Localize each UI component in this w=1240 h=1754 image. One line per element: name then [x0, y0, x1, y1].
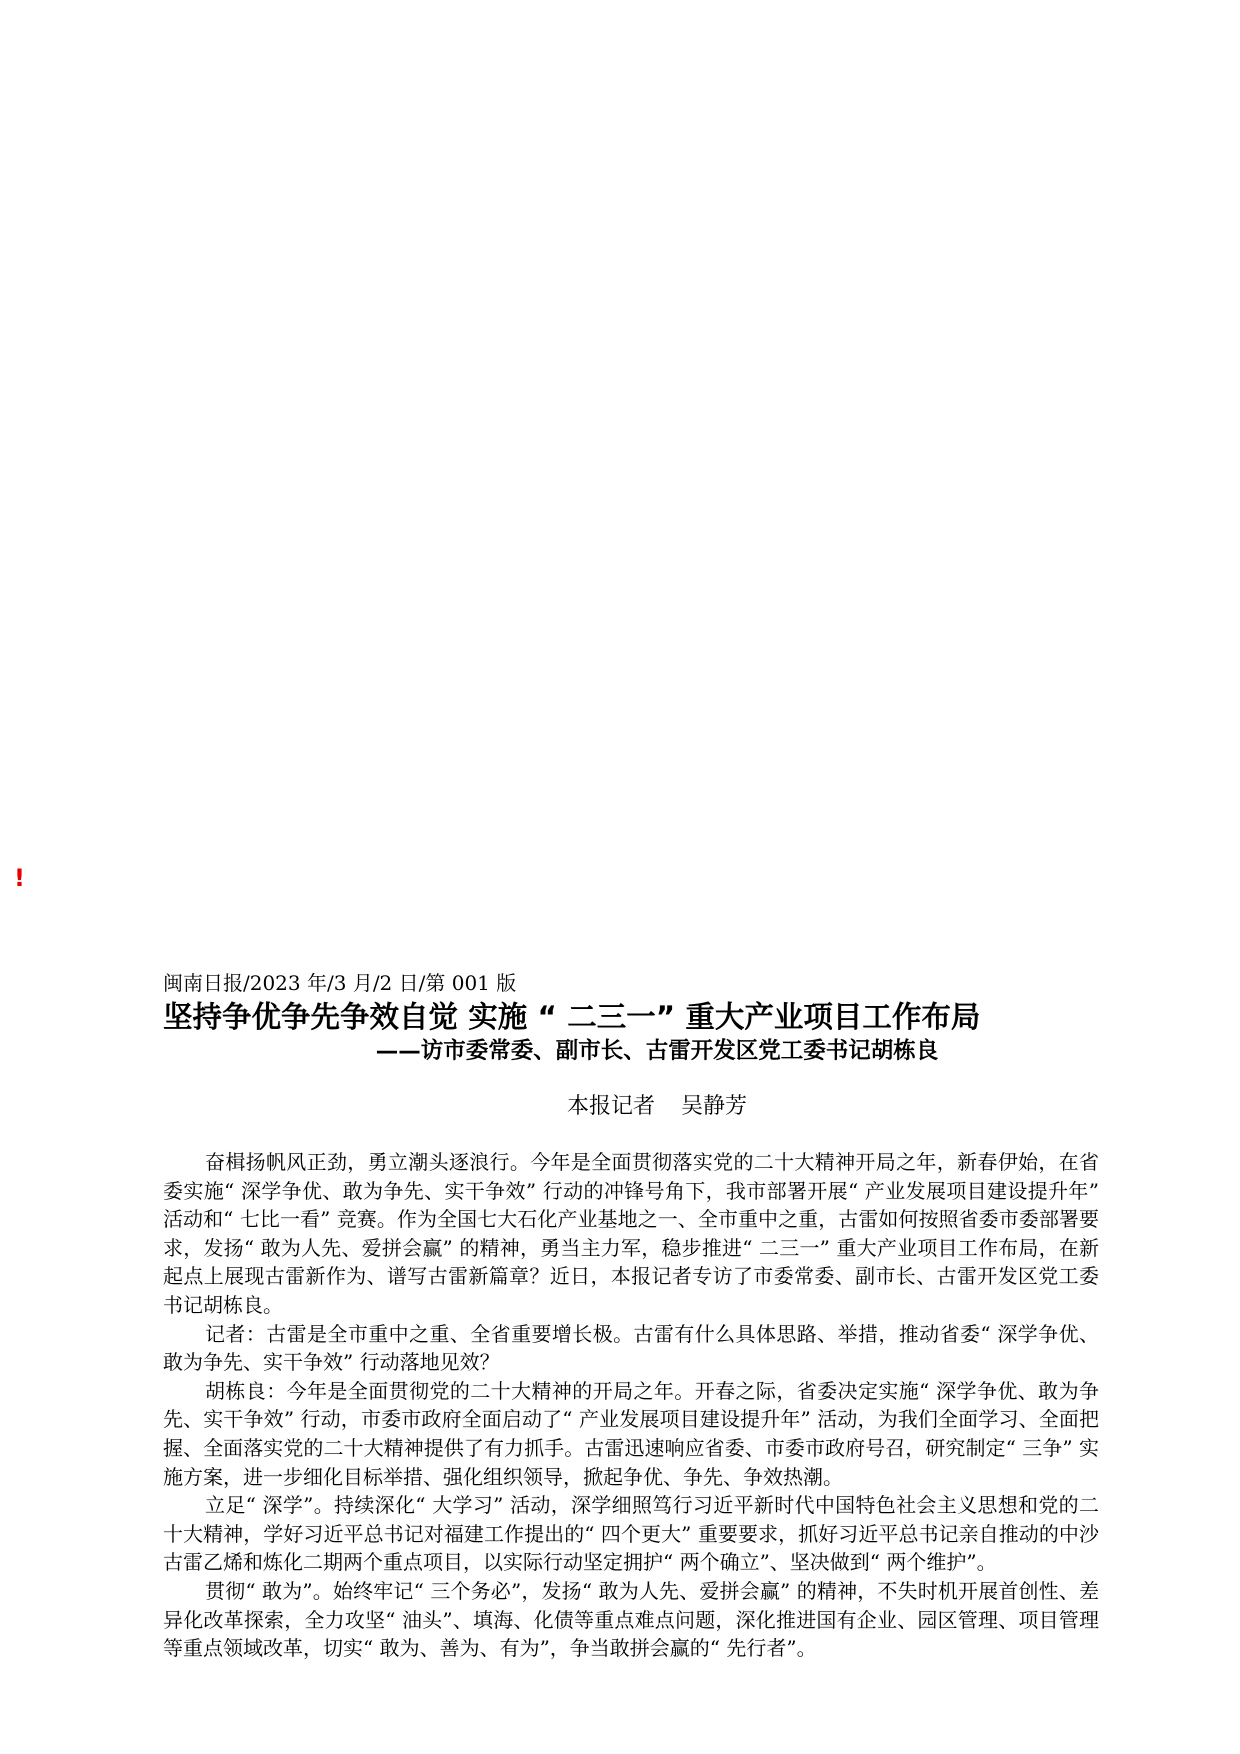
byline-role: 本报记者 — [566, 1094, 655, 1119]
subheadline: ——访市委常委、副市长、古雷开发区党工委书记胡栋良 — [375, 1038, 939, 1064]
paragraph-answer: 胡栋良：今年是全面贯彻党的二十大精神的开局之年。开春之际，省委决定实施“ 深学争优、敢为争先、实干争效” 行动，市委市政府全面启动了“ 产业发展项目建设提升年” 活动，为我们全面学习、全面把握、全面落实党的二十大精神提供了有力抓手。古雷迅速响应省委、市委市政府号召，研究制定“ 三争” 实施方案，进一步细化目标举措、强化组织领导，掀起争优、争先、争效热潮。 — [163, 1378, 1099, 1489]
paragraph-intro: 奋楫扬帆风正劲，勇立潮头逐浪行。今年是全面贯彻落实党的二十大精神开局之年，新春伊始，在省委实施“ 深学争优、敢为争先、实干争效” 行动的冲锋号角下，我市部署开展“ 产业发展项目建设提升年” 活动和“ 七比一看” 竞赛。作为全国七大石化产业基地之一、全市重中之重，古雷如何按照省委市委部署要求，发扬“ 敢为人先、爱拼会赢” 的精神，勇当主力军，稳步推进“ 二三一” 重大产业项目工作布局，在新起点上展现古雷新作为、谱写古雷新篇章？近日，本报记者专访了市委常委、副市长、古雷开发区党工委书记胡栋良。 — [163, 1150, 1099, 1317]
warning-mark: ! — [14, 864, 25, 892]
source-line: 闽南日报/2023 年/3 月/2 日/第 001 版 — [163, 971, 517, 995]
article-body — [163, 1148, 1099, 1663]
paragraph-dare: 贯彻“ 敢为”。始终牢记“ 三个务必”，发扬“ 敢为人先、爱拼会赢” 的精神，不失时机开展首创性、差异化改革探索，全力攻坚“ 油头”、填海、化债等重点难点问题，深化推进国有企业、园区管理、项目管理等重点领域改革，切实“ 敢为、善为、有为”，争当敢拼会赢的“ 先行者”。 — [163, 1578, 1099, 1661]
paragraph-question: 记者：古雷是全市重中之重、全省重要增长极。古雷有什么具体思路、举措，推动省委“ 深学争优、敢为争先、实干争效” 行动落地见效？ — [163, 1321, 1099, 1375]
byline-name: 吴静芳 — [681, 1094, 748, 1119]
paragraph-deep-study: 立足“ 深学”。持续深化“ 大学习” 活动，深学细照笃行习近平新时代中国特色社会主义思想和党的二十大精神，学好习近平总书记对福建工作提出的“ 四个更大” 重要要求，抓好习近平总书记亲自推动的中沙古雷乙烯和炼化二期两个重点项目，以实际行动坚定拥护“ 两个确立”、坚决做到“ 两个维护”。 — [163, 1493, 1099, 1575]
article — [163, 970, 1099, 1663]
byline — [163, 1092, 1099, 1122]
headline: 坚持争优争先争效自觉 实施 “ 二三一” 重大产业项目工作布局 — [163, 1000, 981, 1034]
